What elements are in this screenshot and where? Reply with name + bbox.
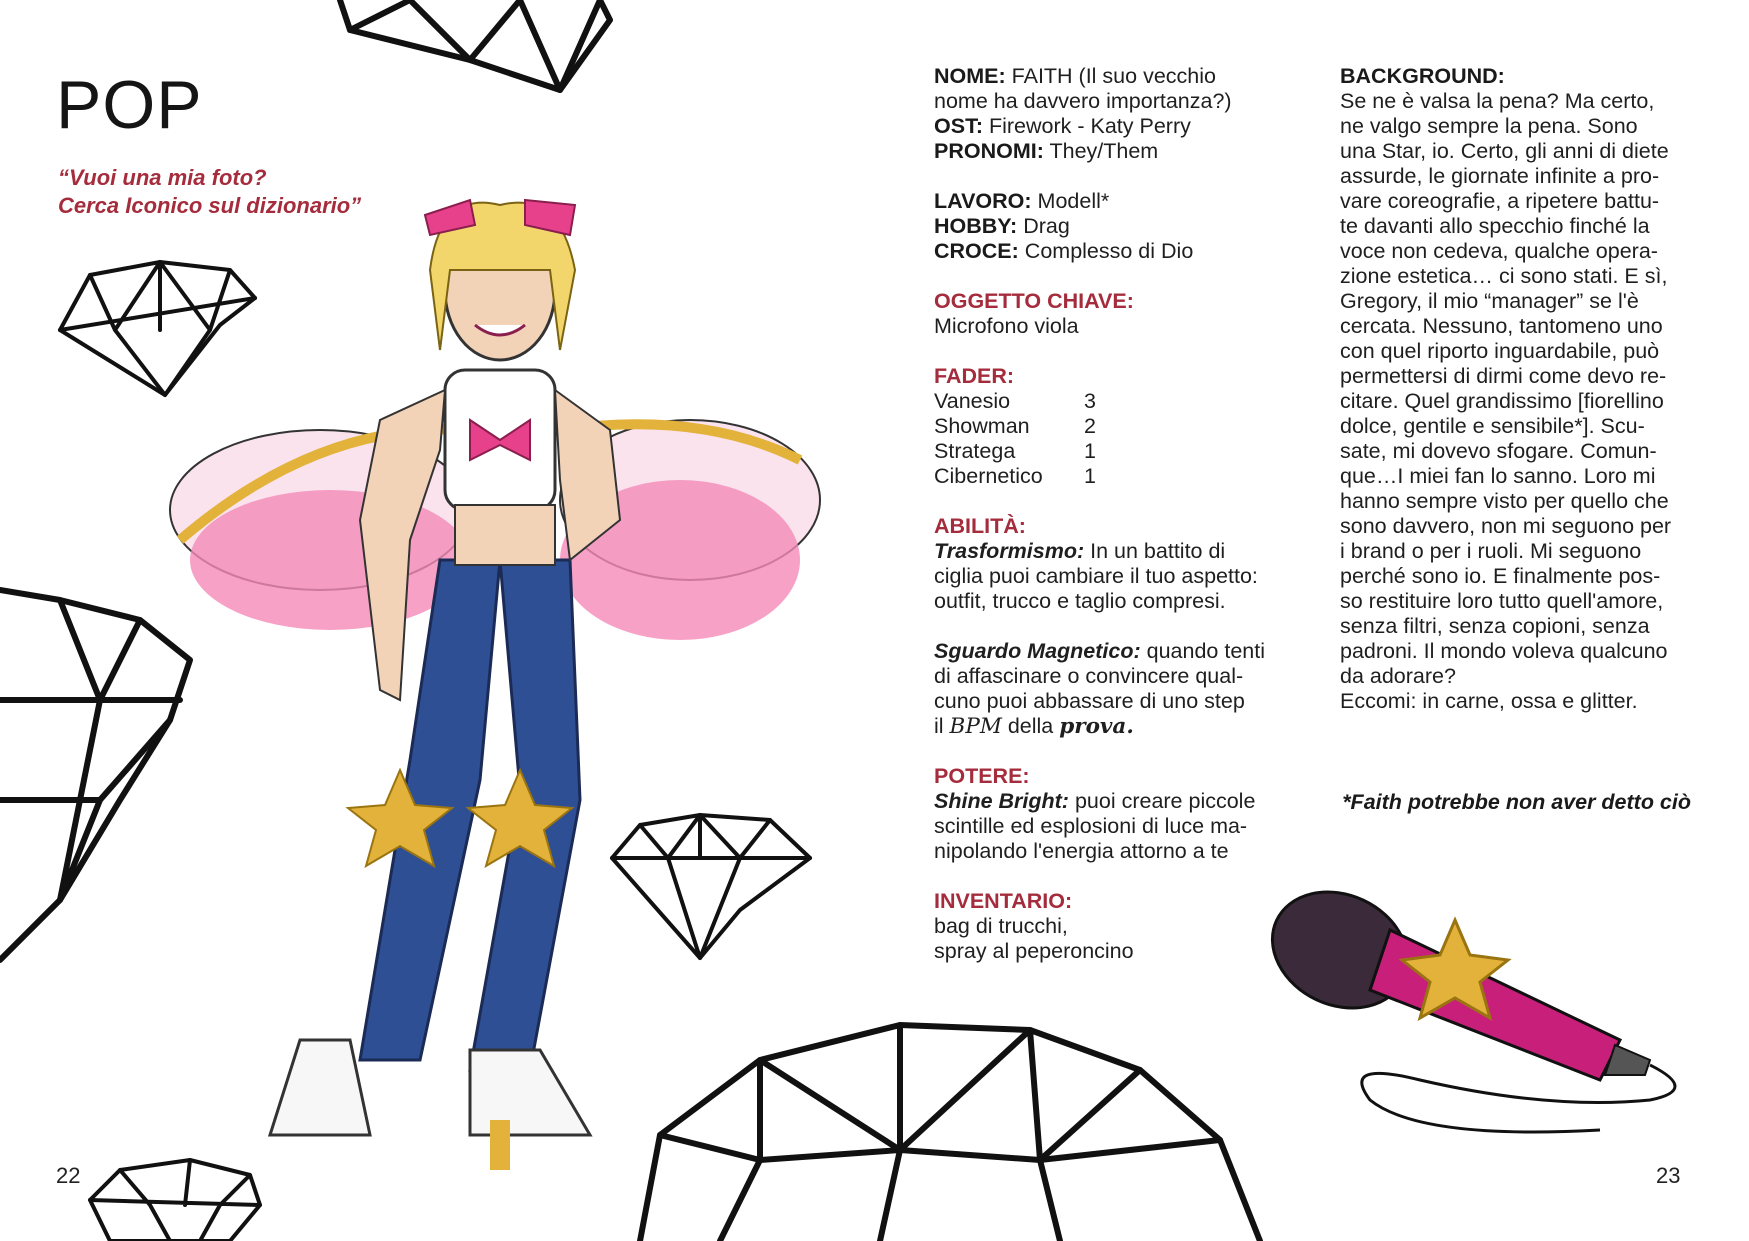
background-line: so restituire loro tutto quell'amore, — [1340, 589, 1664, 613]
hobby-value: Drag — [1023, 214, 1070, 238]
key-object-value: Microfono viola — [934, 314, 1079, 338]
ability-text: il — [934, 714, 944, 738]
bpm-term: BPM — [949, 714, 1002, 739]
cross-row — [934, 239, 1284, 264]
abilities-heading: ABILITÀ: — [934, 514, 1026, 538]
background-line: i brand o per i ruoli. Mi seguono — [1340, 539, 1642, 563]
background-line: Se ne è valsa la pena? Ma certo, — [1340, 89, 1655, 113]
hobby-row — [934, 214, 1284, 239]
fader-value: 1 — [1084, 439, 1096, 463]
power-text: puoi creare piccole — [1074, 789, 1256, 813]
fader-name: Stratega — [934, 439, 1016, 463]
background-line: hanno sempre visto per quello che — [1340, 489, 1669, 513]
ability-line — [934, 639, 1284, 664]
background-line: zione estetica… ci sono stati. E sì, — [1340, 264, 1668, 288]
background-heading: BACKGROUND: — [1340, 64, 1505, 88]
ability-name: Trasformismo: — [934, 539, 1085, 563]
cross-value: Complesso di Dio — [1024, 239, 1194, 263]
power-text: nipolando l'energia attorno a te — [934, 839, 1229, 863]
background-line: cercata. Nessuno, tantomeno uno — [1340, 314, 1663, 338]
background-line: te davanti allo specchio finché la — [1340, 214, 1650, 238]
ost-label: OST: — [934, 114, 983, 138]
fader-row — [934, 439, 1284, 464]
ability-text: ciglia puoi cambiare il tuo aspetto: — [934, 564, 1258, 588]
ability-text: cuno puoi abbassare di uno step — [934, 689, 1245, 713]
fader-row — [934, 389, 1284, 414]
background-line: assurde, le giornate infinite a pro- — [1340, 164, 1660, 188]
character-stats — [934, 64, 1284, 964]
background-line: senza filtri, senza copioni, senza — [1340, 614, 1650, 638]
inventory-heading: INVENTARIO: — [934, 889, 1073, 913]
page-number-left: 22 — [56, 1163, 81, 1188]
fader-name: Showman — [934, 414, 1030, 438]
background-line: padroni. Il mondo voleva qualcuno — [1340, 639, 1668, 663]
fader-name: Vanesio — [934, 389, 1011, 413]
hobby-label: HOBBY: — [934, 214, 1018, 238]
ability-line — [934, 714, 1284, 739]
background-section — [1340, 64, 1691, 714]
background-line: da adorare? — [1340, 664, 1456, 688]
page-title: POP — [56, 67, 203, 143]
fader-value: 2 — [1084, 414, 1096, 438]
fader-value: 1 — [1084, 464, 1096, 488]
pronouns-label: PRONOMI: — [934, 139, 1044, 163]
fader-row — [934, 414, 1284, 439]
background-line: voce non cedeva, qualche opera- — [1340, 239, 1658, 263]
background-line: citare. Quel grandissimo [fiorellino — [1340, 389, 1664, 413]
character-quote — [58, 164, 361, 220]
quote-line: “Vuoi una mia foto? — [58, 165, 267, 190]
fader-name: Cibernetico — [934, 464, 1043, 488]
ability-text: In un battito di — [1090, 539, 1226, 563]
ability-text: di affascinare o convincere qual- — [934, 664, 1244, 688]
background-line: una Star, io. Certo, gli anni di diete — [1340, 139, 1669, 163]
ability-text: della — [1007, 714, 1054, 738]
footnote: *Faith potrebbe non aver detto ciò — [1342, 790, 1691, 814]
power-text: scintille ed esplosioni di luce ma- — [934, 814, 1248, 838]
name-row — [934, 64, 1284, 89]
page-number-right: 23 — [1656, 1163, 1681, 1188]
background-line: sono davvero, non mi seguono per — [1340, 514, 1672, 538]
background-line: vare coreografie, a ripetere battu- — [1340, 189, 1660, 213]
background-line: sate, mi dovevo sfogare. Comun- — [1340, 439, 1657, 463]
background-line: Gregory, il mio “manager” se l'è — [1340, 289, 1639, 313]
ost-value: Firework - Katy Perry — [988, 114, 1191, 138]
name-value-cont: nome ha davvero importanza?) — [934, 89, 1232, 113]
fader-row — [934, 464, 1284, 489]
ability-text: quando tenti — [1146, 639, 1265, 663]
background-line: ne valgo sempre la pena. Sono — [1340, 114, 1638, 138]
inventory-item: bag di trucchi, — [934, 914, 1068, 938]
job-value: Modell* — [1037, 189, 1110, 213]
ability-line — [934, 539, 1284, 564]
inventory-item: spray al peperoncino — [934, 939, 1134, 963]
power-name: Shine Bright: — [934, 789, 1069, 813]
quote-line: Cerca Iconico sul dizionario” — [58, 193, 362, 218]
name-label: NOME: — [934, 64, 1006, 88]
cross-label: CROCE: — [934, 239, 1019, 263]
fader-heading: FADER: — [934, 364, 1015, 388]
pronouns-row — [934, 139, 1284, 164]
ability-name: Sguardo Magnetico: — [934, 639, 1141, 663]
job-label: LAVORO: — [934, 189, 1032, 213]
background-line: con quel riporto inguardabile, può — [1340, 339, 1660, 363]
background-line: perché sono io. E finalmente pos- — [1340, 564, 1661, 588]
fader-value: 3 — [1084, 389, 1096, 413]
pronouns-value: They/Them — [1049, 139, 1159, 163]
ability-text: outfit, trucco e taglio compresi. — [934, 589, 1226, 613]
background-line: que…I miei fan lo sanno. Loro mi — [1340, 464, 1656, 488]
power-heading: POTERE: — [934, 764, 1030, 788]
background-line: dolce, gentile e sensibile*]. Scu- — [1340, 414, 1645, 438]
background-line: Eccomi: in carne, ossa e glitter. — [1340, 689, 1638, 713]
ost-row — [934, 114, 1284, 139]
name-value: FAITH (Il suo vecchio — [1011, 64, 1216, 88]
prova-term: prova. — [1059, 714, 1134, 739]
power-line — [934, 789, 1284, 814]
background-line: permettersi di dirmi come devo re- — [1340, 364, 1667, 388]
key-object-heading: OGGETTO CHIAVE: — [934, 289, 1134, 313]
job-row — [934, 189, 1284, 214]
